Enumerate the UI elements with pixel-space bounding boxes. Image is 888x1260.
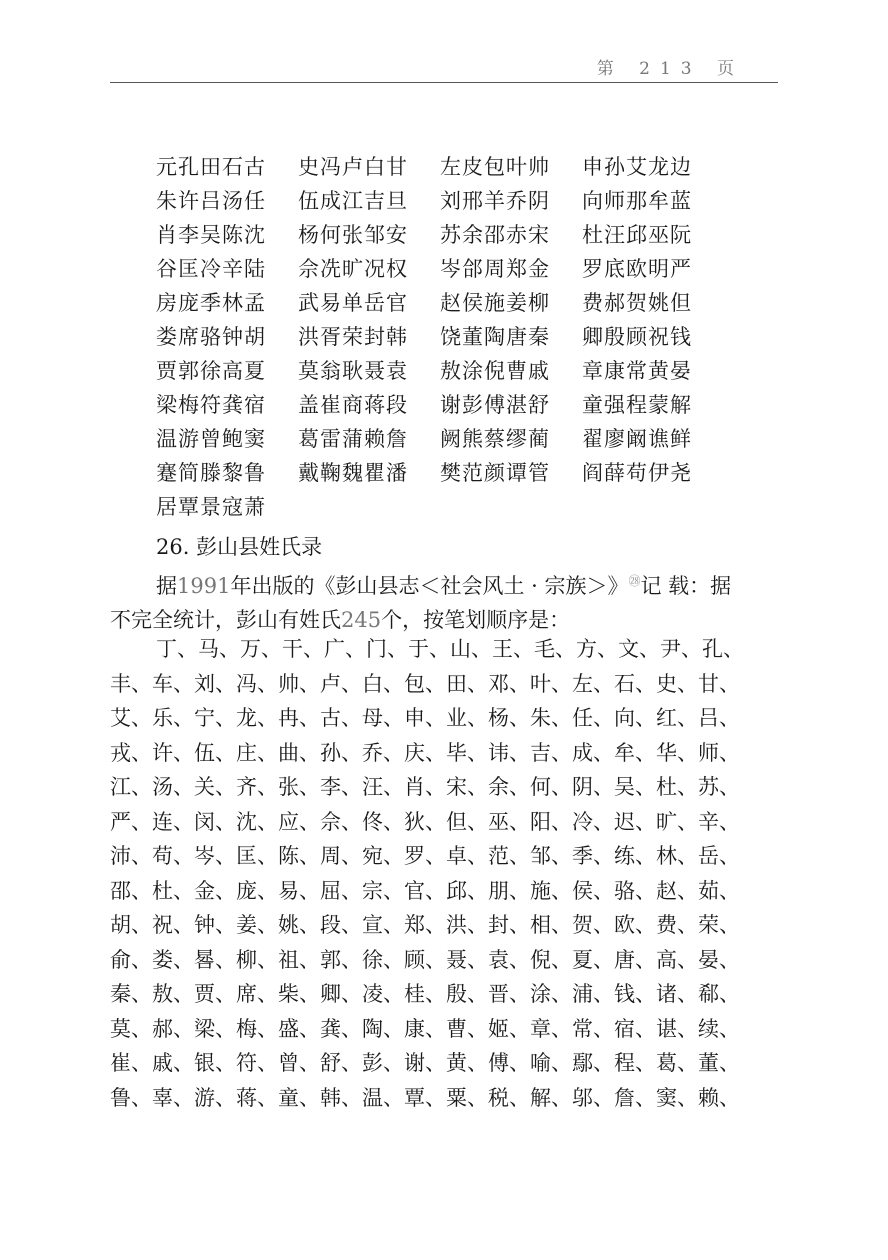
- surname-group: 佘冼旷况权: [298, 257, 408, 281]
- surname-grid-row: [156, 320, 724, 354]
- surname-grid-row: [156, 218, 724, 252]
- surname-group: 翟廖阚谯鲜: [582, 427, 692, 451]
- surname-group: 童强程蒙解: [582, 393, 692, 417]
- surname-group: 阙熊蔡缪蔺: [440, 427, 550, 451]
- surname-list-line: 秦、敖、贾、席、柴、卿、凌、桂、殷、晋、涂、浦、钱、诸、郗、: [110, 982, 740, 1006]
- surname-grid-row: [156, 422, 724, 456]
- surname-group: 岑郃周郑金: [440, 257, 550, 281]
- surname-group: 戴鞠魏瞿潘: [298, 461, 408, 485]
- surname-group: 莫翁耿聂袁: [298, 359, 408, 383]
- surname-count: 245: [341, 608, 382, 632]
- surname-group: 罗底欧明严: [582, 257, 692, 281]
- intro-line-1: 据1991年出版的《彭山县志＜社会风土 · 宗族＞》$^㉘$记 载：据: [156, 574, 732, 598]
- surname-group: 费郝贺姚但: [582, 291, 692, 315]
- surname-group: 谢彭傅湛舒: [440, 393, 550, 417]
- surname-list-line: 崔、戚、银、符、曾、舒、彭、谢、黄、傅、喻、鄢、程、葛、董、: [110, 1051, 740, 1075]
- surname-group: 敖涂倪曹戚: [440, 359, 550, 383]
- surname-group: [582, 490, 724, 524]
- surname-group: 史冯卢白甘: [298, 155, 408, 179]
- section-heading: 26. 彭山县姓氏录: [156, 535, 323, 559]
- surname-group: 杜汪邱巫阮: [582, 223, 692, 247]
- surname-list-line: 丁、马、万、干、广、门、于、山、王、毛、方、文、尹、孔、: [156, 637, 744, 661]
- surname-group: 刘邢羊乔阴: [440, 189, 550, 213]
- surname-group: 温游曾鲍窦: [156, 427, 266, 451]
- surname-group: [440, 490, 582, 524]
- surname-group: 樊范颜谭管: [440, 461, 550, 485]
- surname-group: 左皮包叶帅: [440, 155, 550, 179]
- surname-group: 洪胥荣封韩: [298, 325, 408, 349]
- surname-group: 谷匡冷辛陆: [156, 257, 266, 281]
- publication-year: 1991: [177, 574, 231, 598]
- surname-group: 葛雷蒲赖詹: [298, 427, 408, 451]
- surname-group: 申孙艾龙边: [582, 155, 692, 179]
- surname-group: 盖崔商蒋段: [298, 393, 408, 417]
- surname-group: 饶董陶唐秦: [440, 325, 550, 349]
- surname-grid-row: [156, 354, 724, 388]
- footnote-ref: ㉘: [628, 574, 641, 588]
- surname-group: 伍成江吉旦: [298, 189, 408, 213]
- surname-group: [298, 490, 440, 524]
- surname-group: 阎薛苟伊尧: [582, 461, 692, 485]
- surname-grid-row: [156, 184, 724, 218]
- surname-list-line: 严、连、闵、沈、应、佘、佟、狄、但、巫、阳、冷、迟、旷、辛、: [110, 809, 740, 834]
- surname-grid-row: [156, 286, 724, 320]
- surname-grid-row: [156, 252, 724, 286]
- surname-list-line: 鲁、辜、游、蒋、童、韩、温、覃、粟、税、解、邬、詹、窦、赖、: [110, 1085, 740, 1110]
- surname-list-line: 戎、许、伍、庄、曲、孙、乔、庆、毕、讳、吉、成、牟、华、师、: [110, 740, 740, 765]
- surname-group: 房庞季林孟: [156, 291, 266, 315]
- surname-grid: [156, 150, 724, 524]
- surname-group: 苏余邵赤宋: [440, 223, 550, 247]
- surname-group: 武易单岳官: [298, 291, 408, 315]
- surname-list-line: 江、汤、关、齐、张、李、汪、肖、宋、余、何、阴、吴、杜、苏、: [110, 775, 740, 799]
- surname-grid-row: [156, 456, 724, 490]
- page-number: 第 213 页: [596, 59, 744, 79]
- surname-group: 元孔田石古: [156, 155, 266, 179]
- page-header: [110, 50, 778, 83]
- surname-group: 娄席骆钟胡: [156, 325, 266, 349]
- surname-grid-row: [156, 388, 724, 422]
- surname-group: 贾郭徐高夏: [156, 359, 266, 383]
- surname-list-line: 俞、娄、晷、柳、祖、郭、徐、顾、聂、袁、倪、夏、唐、高、晏、: [110, 947, 740, 972]
- surname-list-line: 邵、杜、金、庞、易、屈、宗、官、邱、朋、施、侯、骆、赵、茹、: [110, 878, 740, 903]
- surname-list: [110, 632, 790, 1115]
- surname-list-line: 胡、祝、钟、姜、姚、段、宣、郑、洪、封、相、贺、欧、费、荣、: [110, 913, 740, 937]
- surname-list-line: 沛、苟、岑、匡、陈、周、宛、罗、卓、范、邹、季、练、林、岳、: [110, 844, 740, 868]
- surname-group: 卿殷顾祝钱: [582, 325, 692, 349]
- surname-list-line: 艾、乐、宁、龙、冉、古、母、申、业、杨、朱、任、向、红、吕、: [110, 706, 740, 730]
- surname-group: 肖李吴陈沈: [156, 223, 266, 247]
- intro-paragraph: [110, 564, 790, 637]
- surname-grid-row: [156, 150, 724, 184]
- surname-group: 章康常黄晏: [582, 359, 692, 383]
- surname-list-line: 丰、车、刘、冯、帅、卢、白、包、田、邓、叶、左、石、史、甘、: [110, 671, 740, 696]
- surname-group: 蹇简滕黎鲁: [156, 461, 266, 485]
- surname-group: 赵侯施姜柳: [440, 291, 550, 315]
- surname-grid-row: [156, 490, 724, 524]
- surname-group: 梁梅符龚宿: [156, 393, 266, 417]
- intro-line-2: 不完全统计，彭山有姓氏245个，按笔划顺序是：: [110, 608, 571, 632]
- surname-group: 杨何张邹安: [298, 223, 408, 247]
- surname-list-line: 莫、郝、梁、梅、盛、龚、陶、康、曹、姬、章、常、宿、谌、续、: [110, 1016, 740, 1041]
- surname-group: 朱许吕汤任: [156, 189, 266, 213]
- surname-group: 向师那牟蓝: [582, 189, 692, 213]
- surname-group: 居覃景寇萧: [156, 495, 266, 519]
